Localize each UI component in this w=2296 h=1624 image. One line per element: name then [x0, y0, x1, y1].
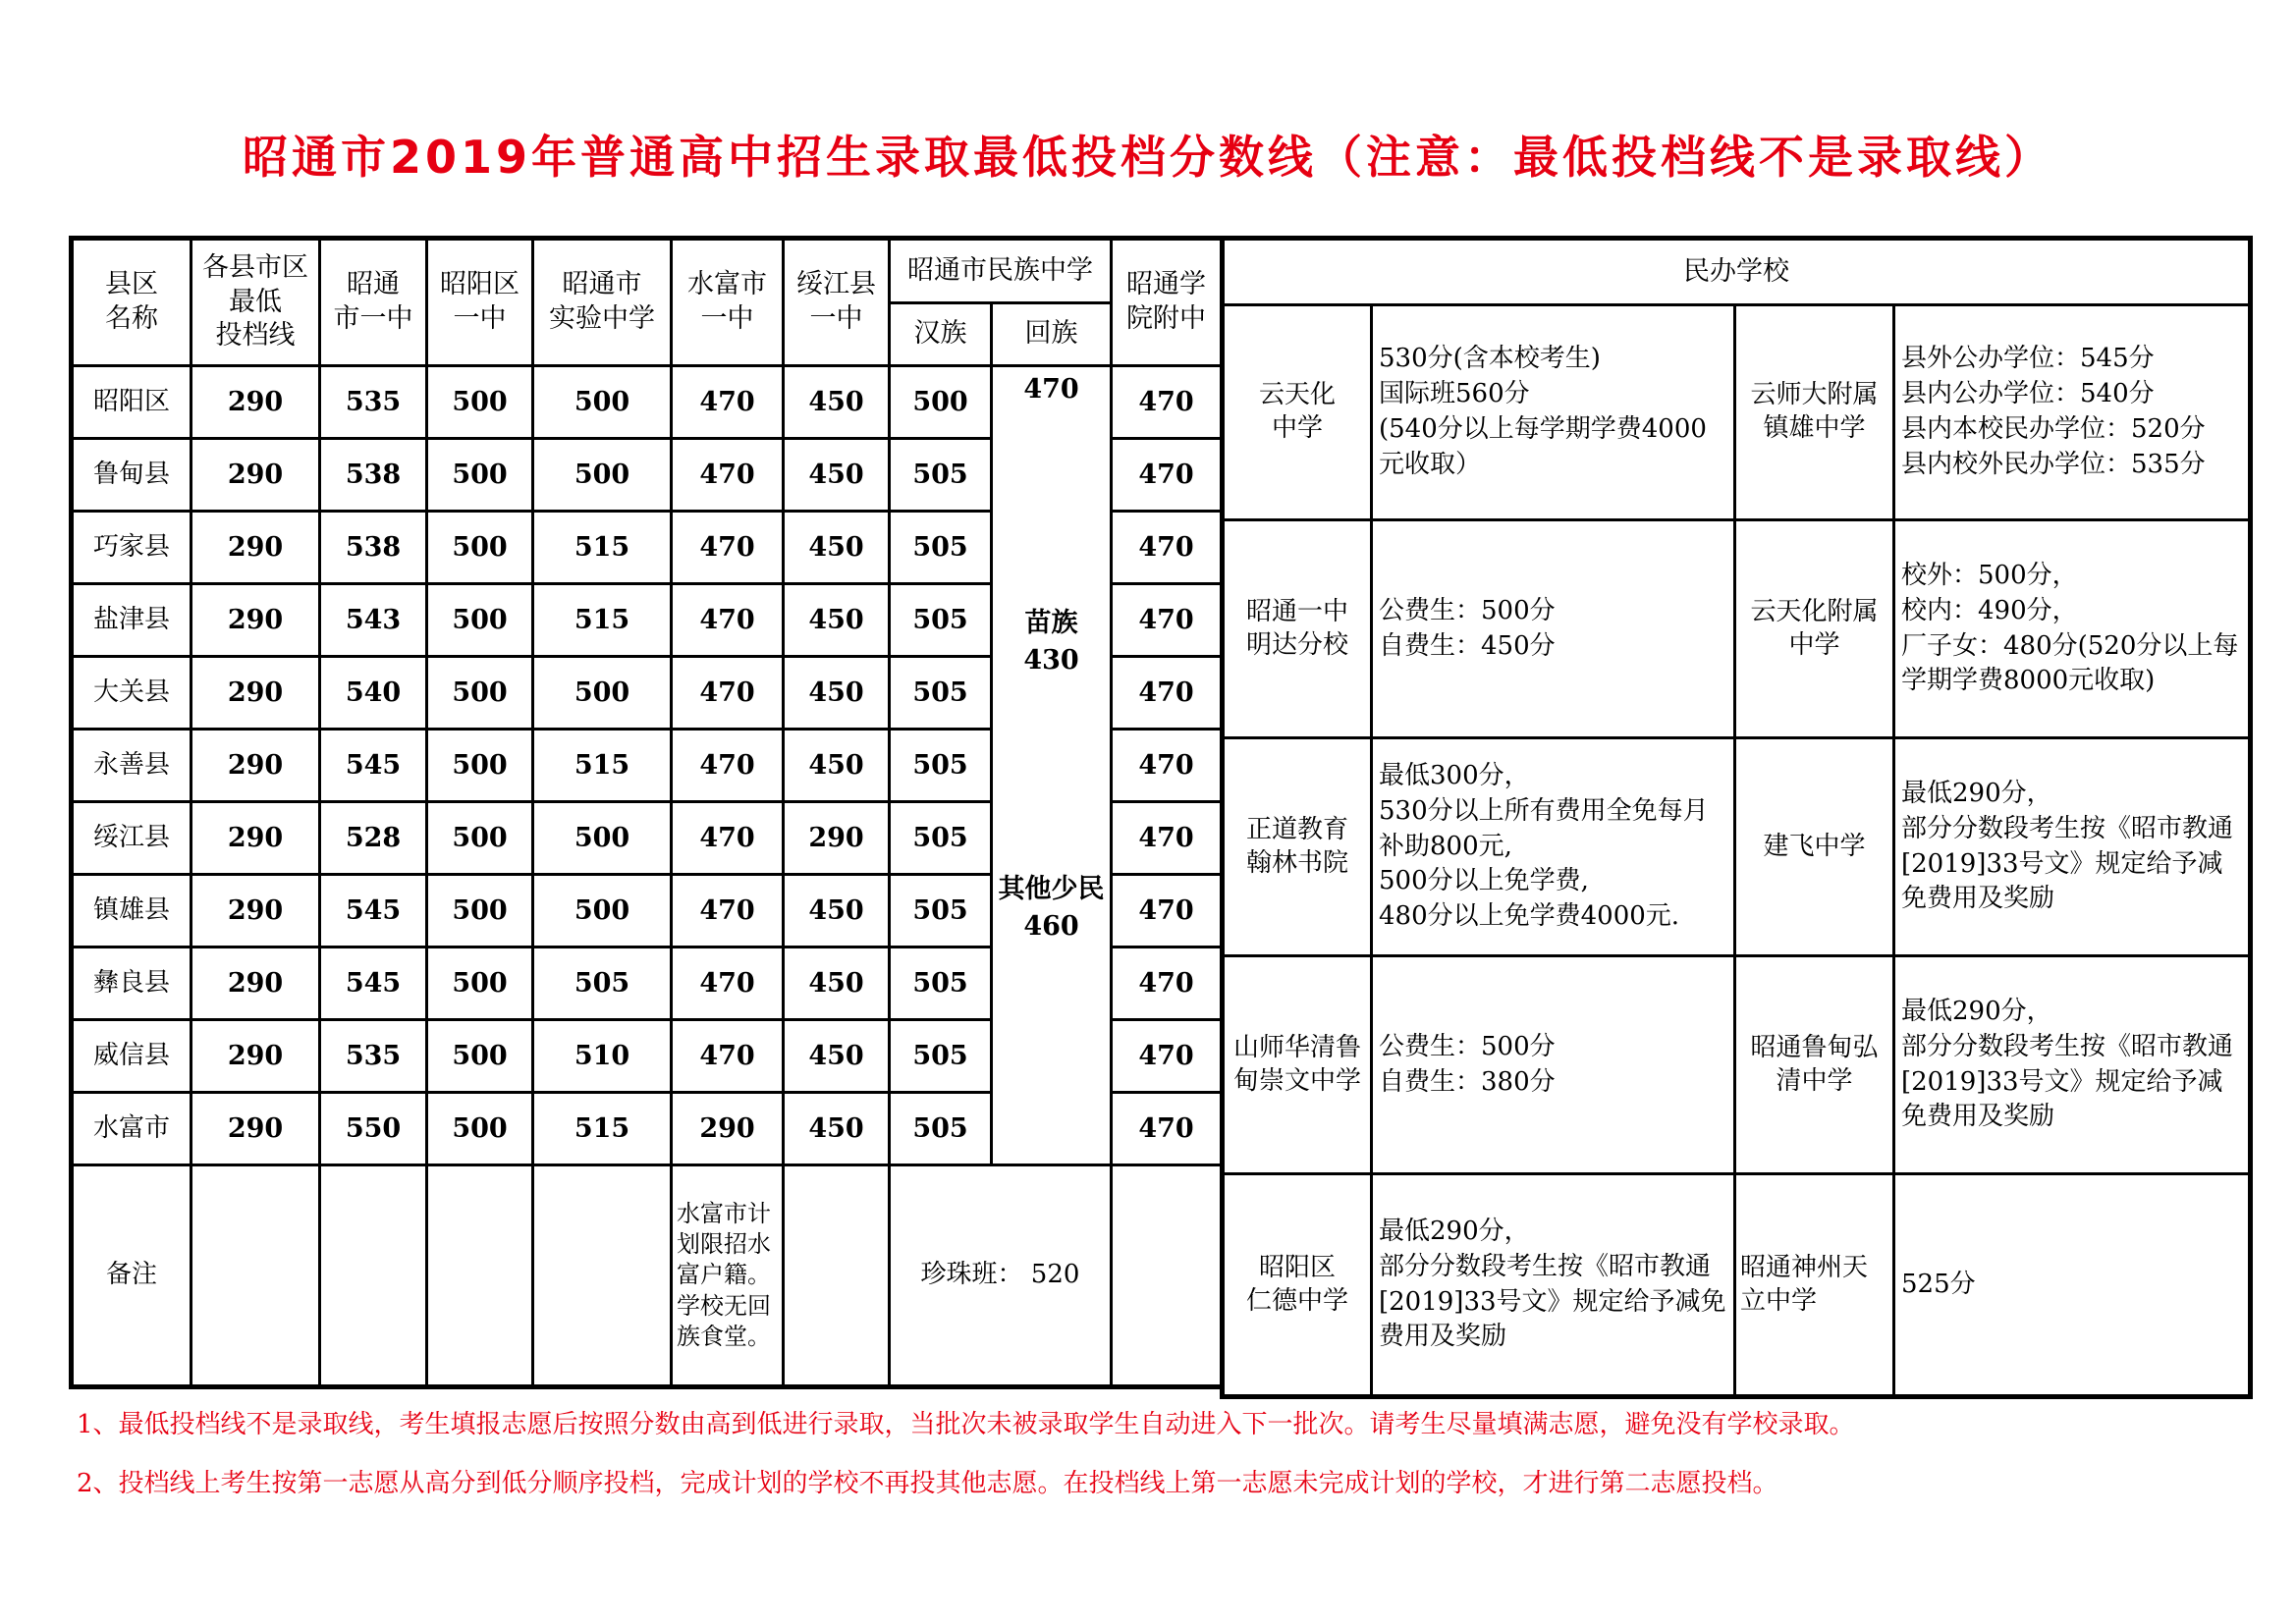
score-school-1: 543: [320, 584, 427, 657]
score-school-1: 535: [320, 1020, 427, 1093]
header-county: 县区 名称: [72, 239, 191, 366]
score-han: 505: [890, 875, 992, 947]
header-school-1: 昭通 市一中: [320, 239, 427, 366]
private-school-row: [1223, 1174, 2251, 1397]
score-school-5: 450: [784, 657, 890, 730]
county-name: 盐津县: [72, 584, 191, 657]
score-school-5: 450: [784, 366, 890, 439]
header-han: 汉族: [890, 303, 992, 366]
ethnic-hui-score: 470: [1023, 374, 1079, 405]
score-school-4: 470: [672, 802, 784, 875]
score-school-3: 515: [533, 730, 672, 802]
score-school-2: 500: [427, 802, 533, 875]
score-han: 505: [890, 1020, 992, 1093]
private-school-score: 县外公办学位：545分 县内公办学位：540分 县内本校民办学位：520分 县内校外民办学位：535分: [1894, 305, 2251, 520]
min-line-value: 290: [191, 366, 320, 439]
remarks-empty: [1112, 1165, 1223, 1387]
private-school-name: 昭通神州天立中学: [1735, 1174, 1894, 1397]
min-line-value: 290: [191, 657, 320, 730]
header-school-3: 昭通市 实验中学: [533, 239, 672, 366]
score-school-1: 550: [320, 1093, 427, 1165]
remarks-empty: [191, 1165, 320, 1387]
score-school-2: 500: [427, 439, 533, 512]
private-school-name: 建飞中学: [1735, 738, 1894, 956]
score-school-2: 500: [427, 1093, 533, 1165]
min-line-value: 290: [191, 875, 320, 947]
header-school-5: 绥江县 一中: [784, 239, 890, 366]
score-school-3: 515: [533, 512, 672, 584]
private-school-name: 昭阳区 仁德中学: [1223, 1174, 1372, 1397]
score-school-1: 545: [320, 730, 427, 802]
private-school-row: [1223, 520, 2251, 738]
score-school-2: 500: [427, 1020, 533, 1093]
ethnic-miao-score: 苗族 430: [1023, 607, 1079, 676]
private-school-score: 最低290分， 部分分数段考生按《昭市教通[2019]33号文》规定给予减免费用及奖励: [1894, 956, 2251, 1174]
remarks-label: 备注: [72, 1165, 191, 1387]
score-school-4: 470: [672, 512, 784, 584]
county-name: 彝良县: [72, 947, 191, 1020]
min-line-value: 290: [191, 1093, 320, 1165]
score-school-2: 500: [427, 657, 533, 730]
header-minzu-school: 昭通市民族中学: [890, 239, 1112, 303]
min-line-value: 290: [191, 439, 320, 512]
score-school-5: 450: [784, 512, 890, 584]
score-school-5: 450: [784, 439, 890, 512]
score-school-3: 510: [533, 1020, 672, 1093]
remarks-empty: [784, 1165, 890, 1387]
header-row: [72, 239, 1223, 303]
score-school-4: 470: [672, 439, 784, 512]
page-title: 昭通市2019年普通高中招生录取最低投档分数线（注意：最低投档线不是录取线）: [242, 131, 2054, 184]
private-school-name: 山师华清鲁 甸崇文中学: [1223, 956, 1372, 1174]
private-school-name: 云天化 中学: [1223, 305, 1372, 520]
score-han: 505: [890, 802, 992, 875]
score-school-4: 470: [672, 730, 784, 802]
score-school-3: 515: [533, 584, 672, 657]
score-school-7: 470: [1112, 802, 1223, 875]
header-school-2: 昭阳区 一中: [427, 239, 533, 366]
private-school-score: 最低290分， 部分分数段考生按《昭市教通[2019]33号文》规定给予减免费用及奖励: [1894, 738, 2251, 956]
score-school-7: 470: [1112, 875, 1223, 947]
private-school-name: 正道教育 翰林书院: [1223, 738, 1372, 956]
county-name: 永善县: [72, 730, 191, 802]
score-han: 505: [890, 1093, 992, 1165]
min-line-value: 290: [191, 802, 320, 875]
score-school-3: 505: [533, 947, 672, 1020]
remarks-empty: [427, 1165, 533, 1387]
score-school-4: 470: [672, 947, 784, 1020]
score-school-7: 470: [1112, 1093, 1223, 1165]
remarks-empty: [533, 1165, 672, 1387]
score-school-1: 538: [320, 439, 427, 512]
score-school-7: 470: [1112, 1020, 1223, 1093]
score-school-3: 500: [533, 875, 672, 947]
score-school-3: 500: [533, 802, 672, 875]
remarks-shuifu-note: 水富市计划限招水富户籍。学校无回族食堂。: [672, 1165, 784, 1387]
private-school-name: 昭通鲁甸弘 清中学: [1735, 956, 1894, 1174]
score-school-5: 290: [784, 802, 890, 875]
score-han: 505: [890, 947, 992, 1020]
private-header-row: [1223, 239, 2251, 305]
public-school-table-wrapper: [69, 236, 1225, 1389]
min-line-value: 290: [191, 584, 320, 657]
county-name: 巧家县: [72, 512, 191, 584]
score-han: 505: [890, 512, 992, 584]
private-school-name: 云师大附属 镇雄中学: [1735, 305, 1894, 520]
private-school-row: [1223, 738, 2251, 956]
private-school-table-wrapper: [1220, 236, 2253, 1399]
score-school-1: 545: [320, 947, 427, 1020]
ethnic-other-score: 其他少民 460: [998, 874, 1105, 943]
score-school-1: 535: [320, 366, 427, 439]
min-line-value: 290: [191, 947, 320, 1020]
remarks-row: [72, 1165, 1223, 1387]
private-school-score: 公费生：500分 自费生：450分: [1372, 520, 1735, 738]
county-name: 威信县: [72, 1020, 191, 1093]
private-school-score: 530分(含本校考生) 国际班560分 (540分以上每学期学费4000元收取）: [1372, 305, 1735, 520]
min-line-value: 290: [191, 512, 320, 584]
private-school-score: 最低290分， 部分分数段考生按《昭市教通[2019]33号文》规定给予减免费用及奖励: [1372, 1174, 1735, 1397]
score-school-7: 470: [1112, 947, 1223, 1020]
private-school-row: [1223, 305, 2251, 520]
footnote-2: 2、投档线上考生按第一志愿从高分到低分顺序投档，完成计划的学校不再投其他志愿。在投档线上第一志愿未完成计划的学校，才进行第二志愿投档。: [77, 1469, 1778, 1498]
score-school-7: 470: [1112, 730, 1223, 802]
score-school-5: 450: [784, 947, 890, 1020]
score-school-5: 450: [784, 875, 890, 947]
score-school-2: 500: [427, 512, 533, 584]
private-school-name: 昭通一中 明达分校: [1223, 520, 1372, 738]
private-school-name: 云天化附属 中学: [1735, 520, 1894, 738]
score-school-5: 450: [784, 730, 890, 802]
score-han: 500: [890, 366, 992, 439]
score-han: 505: [890, 657, 992, 730]
score-school-2: 500: [427, 730, 533, 802]
remarks-empty: [320, 1165, 427, 1387]
score-han: 505: [890, 439, 992, 512]
score-school-2: 500: [427, 875, 533, 947]
score-han: 505: [890, 730, 992, 802]
footnote-1: 1、最低投档线不是录取线，考生填报志愿后按照分数由高到低进行录取，当批次未被录取学生自动进入下一批次。请考生尽量填满志愿，避免没有学校录取。: [77, 1410, 1855, 1439]
table-row: [72, 366, 1223, 439]
score-school-2: 500: [427, 584, 533, 657]
county-name: 镇雄县: [72, 875, 191, 947]
score-school-1: 538: [320, 512, 427, 584]
score-school-7: 470: [1112, 366, 1223, 439]
score-school-4: 470: [672, 366, 784, 439]
private-school-score: 525分: [1894, 1174, 2251, 1397]
private-school-table-body: [1223, 239, 2251, 1397]
min-line-value: 290: [191, 1020, 320, 1093]
score-school-1: 528: [320, 802, 427, 875]
score-school-7: 470: [1112, 584, 1223, 657]
score-school-5: 450: [784, 1020, 890, 1093]
score-school-3: 500: [533, 366, 672, 439]
private-school-score: 校外：500分， 校内：490分， 厂子女：480分(520分以上每学期学费8000元收取): [1894, 520, 2251, 738]
public-school-table-body: [72, 239, 1223, 1387]
score-school-5: 450: [784, 1093, 890, 1165]
score-school-4: 470: [672, 657, 784, 730]
header-hui: 回族: [992, 303, 1112, 366]
score-school-4: 290: [672, 1093, 784, 1165]
private-school-score: 最低300分， 530分以上所有费用全免每月补助800元, 500分以上免学费, 480分以上免学费4000元.: [1372, 738, 1735, 956]
private-school-score: 公费生：500分 自费生：380分: [1372, 956, 1735, 1174]
score-han: 505: [890, 584, 992, 657]
county-name: 昭阳区: [72, 366, 191, 439]
score-school-7: 470: [1112, 657, 1223, 730]
header-min-line: 各县市区 最低 投档线: [191, 239, 320, 366]
private-school-table: [1220, 236, 2253, 1399]
county-name: 大关县: [72, 657, 191, 730]
ethnic-scores-cell: [992, 366, 1112, 1165]
score-school-5: 450: [784, 584, 890, 657]
score-school-2: 500: [427, 366, 533, 439]
private-school-row: [1223, 956, 2251, 1174]
score-school-7: 470: [1112, 439, 1223, 512]
score-school-7: 470: [1112, 512, 1223, 584]
county-name: 鲁甸县: [72, 439, 191, 512]
score-school-1: 540: [320, 657, 427, 730]
score-school-1: 545: [320, 875, 427, 947]
county-name: 水富市: [72, 1093, 191, 1165]
score-school-3: 500: [533, 439, 672, 512]
header-school-7: 昭通学 院附中: [1112, 239, 1223, 366]
score-school-2: 500: [427, 947, 533, 1020]
score-school-3: 500: [533, 657, 672, 730]
score-school-4: 470: [672, 584, 784, 657]
score-school-4: 470: [672, 875, 784, 947]
min-line-value: 290: [191, 730, 320, 802]
private-school-header: 民办学校: [1223, 239, 2251, 305]
county-name: 绥江县: [72, 802, 191, 875]
score-school-3: 515: [533, 1093, 672, 1165]
header-school-4: 水富市 一中: [672, 239, 784, 366]
remarks-minzu-note: 珍珠班： 520: [890, 1165, 1112, 1387]
score-school-4: 470: [672, 1020, 784, 1093]
public-school-table: [69, 236, 1225, 1389]
